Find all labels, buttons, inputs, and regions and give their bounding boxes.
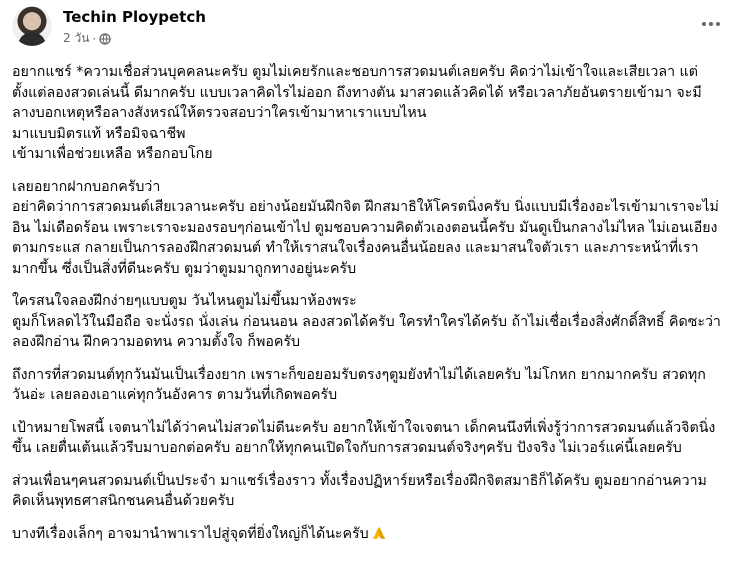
post-time[interactable]: 2 วัน [63,31,90,45]
author-avatar[interactable] [12,6,52,46]
post-paragraph-4: ถึงการที่สวดมนต์ทุกวันมันเป็นเรื่องยาก เพราะก็ขอยอมรับตรงๆตูมยังทำไม่ได้เลยครับ ไม่โกหก ยากมากครับ สวดทุกวันอ่ะ เลยลองเอาแค่ทุกวันอังคาร ตามวันที่เกิดพอครับ [12,366,706,403]
post-paragraph-1: อยากแชร์ *ความเชื่อส่วนบุคคลนะครับ ตูมไม่เคยรักและชอบการสวดมนต์เลยครับ คิดว่าไม่เข้าใจและเสียเวลา แต่ตั้งแต่ลองสวดเล่นนี้ ดีมากครับ แบบเวลาคิดไรไม่ออก ถึงทางตัน มาสวดแล้วคิดได้ หรือเวลาภัยอันตรายเข้ามา จะมีลางบอกเหตุหรือลางสังหรณ์ให้ตรวจสอบว่าใครเข้ามาหาเราแบบไหน มาแบบมิตรแท้ หรือมิจฉาชีพ เข้ามาเพื่อช่วยเหลือ หรือกอบโกย [12,64,702,162]
folded-hands-icon [371,526,387,540]
avatar-shoulders [18,32,46,46]
more-dot [702,22,706,26]
post-body [12,62,723,556]
post-paragraph-7 [12,524,723,545]
more-dot [709,22,713,26]
post-meta [63,29,111,48]
globe-icon[interactable] [99,33,111,45]
post-paragraph-6: ส่วนเพื่อนๆคนสวดมนต์เป็นประจำ มาแชร์เรื่องราว ทั้งเรื่องปฏิหาร์ยหรือเรื่องฝึกจิตสมาธิก็ได้ครับ ตูมอยากอ่านความคิดเห็นพุทธศาสนิกชนคนอื่นด้วยครับ [12,472,707,509]
post-paragraph-5: เป้าหมายโพสนี้ เจตนาไม่ได้ว่าคนไม่สวดไม่ดีนะครับ อยากให้เข้าใจเจตนา เด็กคนนึงที่เพิ่งรู้ว่าการสวดมนต์แล้วจิตนิ่งขึ้น เลยตื่นเต้นแล้วรีบมาบอกต่อครับ อยากให้ทุกคนเปิดใจกับการสวดมนต์จริงๆครับ ปังจริง ไม่เวอร์แค่นี้เลยครับ [12,419,716,456]
post-paragraph-2: เลยอยากฝากบอกครับว่า อย่าคิดว่าการสวดมนต์เสียเวลานะครับ อย่างน้อยมันฝึกจิต ฝึกสมาธิให้โครตนิ่งครับ นิ่งแบบมีเรื่องอะไรเข้ามาเราจะไม่อิน ไม่เดือดร้อน เพราะเราจะมองรอบๆก่อนเข้าไป ตูมชอบความคิดตัวเองตอนนี้ครับ มันดูเป็นกลางไม่ไหล ไม่เอนเอียง ตามกระแส กลายเป็นการลองฝึกสวดมนต์ ทำให้เราสนใจเรื่องคนอื่นน้อยลง และมาสนใจตัวเรา และภาระหน้าที่เรามากขึ้น ซึ่งเป็นสิ่งที่ดีนะครับ ตูมว่าตูมมาถูกทางอยู่นะครับ [12,178,719,277]
more-options-icon[interactable] [697,10,725,38]
post-paragraph-3: ใครสนใจลองฝึกง่ายๆแบบตูม วันไหนตูมไม่ขึ้นมาห้องพระ ตูมก็โหลดไว้ในมือถือ จะนั่งรถ นั่งเล่น ก่อนนอน ลองสวดได้ครับ ใครทำใครได้ครับ ถ้าไม่เชื่อเรื่องสิ่งศักดิ์สิทธิ์ คิดซะว่าลองฝึกอ่าน ฝึกความอดทน ความตั้งใจ ก็พอครับ [12,293,721,350]
closing-text: บางทีเรื่องเล็กๆ อาจมานำพาเราไปสู่จุดที่ยิ่งใหญ่ก็ได้นะครับ [12,525,369,542]
meta-separator: · [92,31,97,46]
post-header [12,6,725,50]
author-name[interactable]: Techin Ploypetch [63,8,206,26]
more-dot [716,22,720,26]
